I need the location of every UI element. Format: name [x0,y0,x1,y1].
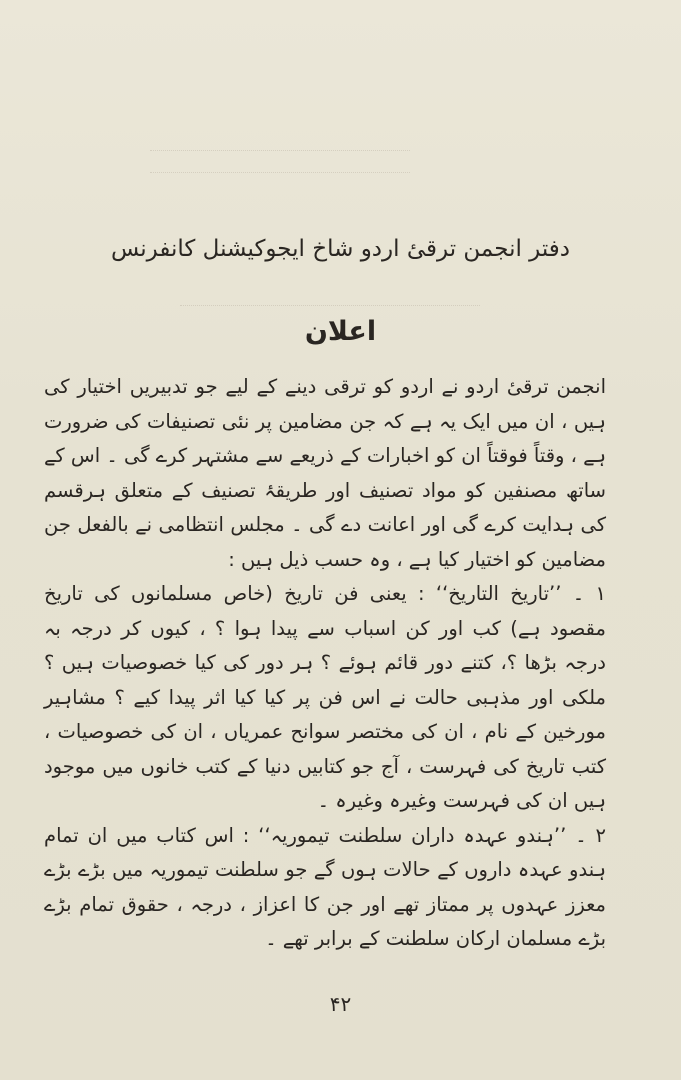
intro-paragraph: انجمن ترقیٔ اردو نے اردو کو ترقی دینے کے لیے جو تدبیریں اختیار کی ہیں ، ان میں ایک یہ ہے کہ جن مضامین پر نئی تصنیفات کی ضرورت ہے ، وقتاً فوقتاً ان کو اخبارات کے ذریعے سے مشتہر کرے گی ۔ اس کے ساتھ مصنفین کو مواد تصنیف اور طریقۂ تصنیف کے متعلق ہرقسم کی ہدایت کرے گی اور اعانت دے گی ۔ مجلس انتظامی نے بالفعل جن مضامین کو اختیار کیا ہے ، وہ حسب ذیل ہیں : [44,375,606,571]
announcement-title: اعلان [304,316,377,347]
item-1-paragraph: ۱ ۔ ’’تاریخ التاریخ‘‘ : یعنی فن تاریخ (خاص مسلمانوں کی تاریخ مقصود ہے) کب اور کن اسباب سے پیدا ہوا ؟ ، کیوں کر درجہ بہ درجہ بڑھا ؟، کتنے دور قائم ہوئے ؟ ہر دور کی کیا خصوصیات ہیں ؟ ملکی اور مذہبی حالت نے اس فن پر کیا کیا اثر پیدا کیے ؟ مشاہیر مورخین کے نام ، ان کی مختصر سوانح عمریاں ، ان کی خصوصیات ، کتب تاریخ کی فہرست ، آج جو کتابیں دنیا کے کتب خانوں میں موجود ہیں ان کی فہرست وغیرہ وغیرہ ۔ [44,582,606,812]
bleed-through-line [150,172,410,174]
announcement-body [44,370,636,957]
bleed-through-line [180,305,480,307]
bleed-through-line [150,150,410,152]
page-number: ۴۲ [329,992,352,1016]
office-heading: دفتر انجمن ترقیٔ اردو شاخ ایجوکیشنل کانفرنس [110,236,571,262]
item-2-paragraph: ۲ ۔ ’’ہندو عہدہ داران سلطنت تیموریہ‘‘ : اس کتاب میں ان تمام ہندو عہدہ داروں کے حالات ہوں گے جو سلطنت تیموریہ میں بڑے بڑے معزز عہدوں پر ممتاز تھے اور جن کا اعزاز ، درجہ ، حقوق تمام بڑے بڑے مسلمان ارکان سلطنت کے برابر تھے ۔ [44,823,606,950]
